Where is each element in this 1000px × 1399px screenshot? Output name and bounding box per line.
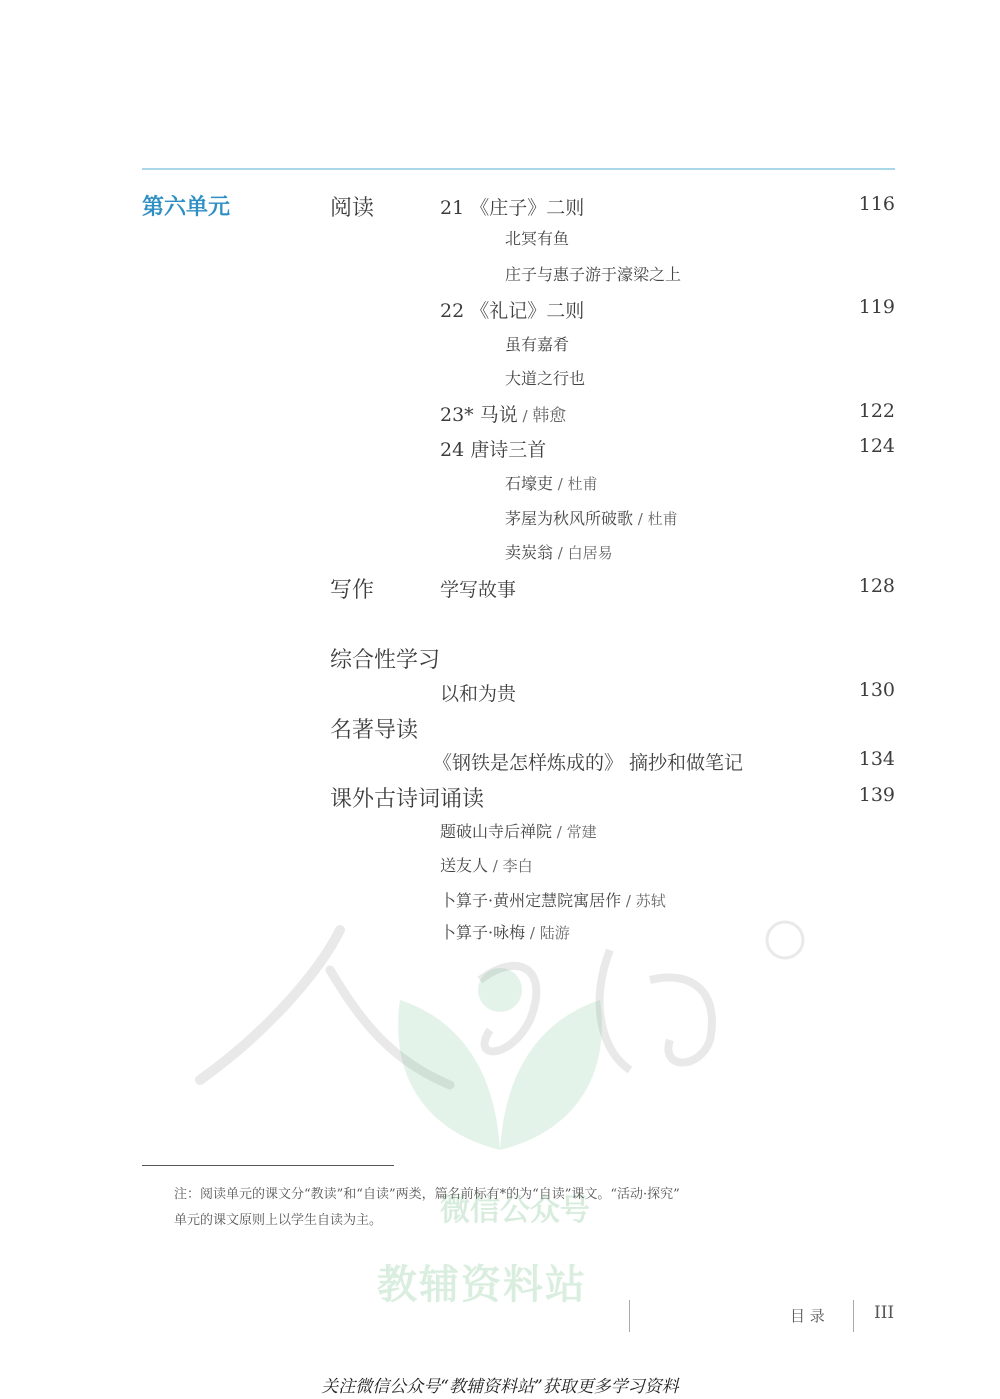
author-name: 常建 <box>566 823 597 841</box>
author-separator: / <box>553 475 568 493</box>
poem-item[interactable] <box>440 819 597 842</box>
wechat-watermark: 微信公众号 <box>440 1193 590 1228</box>
footer-section: 目 录 <box>790 1307 825 1325</box>
author-separator: / <box>488 857 503 875</box>
poem-title: 卖炭翁 <box>505 543 554 562</box>
lesson-title[interactable]: 21 《庄子》二则 <box>440 197 585 219</box>
author-separator: / <box>552 823 567 841</box>
author-name: 陆游 <box>539 924 570 942</box>
poem-title: 送友人 <box>440 856 489 875</box>
poem-item[interactable] <box>440 920 570 943</box>
poem-title: 题破山寺后禅院 <box>440 822 553 841</box>
poem-item[interactable] <box>505 471 598 494</box>
page-number: 116 <box>858 193 895 215</box>
poem-item[interactable] <box>505 540 613 563</box>
sub-item[interactable]: 庄子与惠子游于濠梁之上 <box>505 265 682 284</box>
page-number: 124 <box>858 435 895 457</box>
poem-item[interactable] <box>440 853 533 876</box>
page-number: 139 <box>858 784 895 806</box>
author-separator: / <box>633 510 648 528</box>
site-watermark: 教辅资料站 <box>377 1262 587 1308</box>
page-number: 119 <box>858 296 895 318</box>
classics-title[interactable]: 《钢铁是怎样炼成的》 摘抄和做笔记 <box>433 752 744 774</box>
lesson-title[interactable]: 24 唐诗三首 <box>440 439 547 461</box>
author-separator: / <box>525 924 540 942</box>
lesson-title-text: 23* 马说 <box>440 404 518 426</box>
author-separator: / <box>517 407 533 425</box>
poem-title: 石壕吏 <box>505 474 554 493</box>
author-name: 白居易 <box>567 544 613 562</box>
author-name: 李白 <box>502 857 533 875</box>
author-separator: / <box>621 892 636 910</box>
sub-item[interactable]: 虽有嘉肴 <box>505 335 570 354</box>
category-reading: 阅读 <box>330 196 375 221</box>
page-number: 122 <box>858 400 895 422</box>
page-number: 130 <box>858 679 895 701</box>
poem-item[interactable] <box>440 888 666 911</box>
category-comprehensive: 综合性学习 <box>330 648 441 673</box>
author-separator: / <box>553 544 568 562</box>
lesson-title[interactable] <box>440 400 566 427</box>
writing-title[interactable]: 学写故事 <box>440 579 517 601</box>
category-writing: 写作 <box>330 578 375 603</box>
author-name: 杜甫 <box>567 475 598 493</box>
comprehensive-title[interactable]: 以和为贵 <box>440 683 517 705</box>
poem-title: 卜算子·黄州定慧院寓居作 <box>440 891 622 910</box>
page-number: 128 <box>858 575 895 597</box>
author-name: 韩愈 <box>532 406 567 426</box>
poem-title: 卜算子·咏梅 <box>440 923 526 942</box>
footer-divider <box>629 1300 630 1332</box>
lesson-title[interactable]: 22 《礼记》二则 <box>440 300 585 322</box>
note-divider <box>142 1165 394 1166</box>
author-name: 杜甫 <box>647 510 678 528</box>
poem-title: 茅屋为秋风所破歌 <box>505 509 634 528</box>
sub-item[interactable]: 大道之行也 <box>505 369 586 388</box>
note-line-2: 单元的课文原则上以学生自读为主。 <box>174 1213 383 1228</box>
top-divider <box>142 168 895 170</box>
category-extra-poems: 课外古诗词诵读 <box>330 787 485 812</box>
bottom-banner: 关注微信公众号“教辅资料站”获取更多学习资料 <box>321 1377 679 1397</box>
author-name: 苏轼 <box>635 892 666 910</box>
unit-title: 第六单元 <box>142 195 231 220</box>
footer-page-number: III <box>874 1303 895 1323</box>
page-number: 134 <box>858 748 895 770</box>
footer-divider <box>853 1300 854 1332</box>
sub-item[interactable]: 北冥有鱼 <box>505 229 570 248</box>
note-line-1: 注：阅读单元的课文分“教读”和“自读”两类，篇名前标有*的为“自读”课文。“活动·探究” <box>174 1187 680 1202</box>
poem-item[interactable] <box>505 506 678 529</box>
category-classics: 名著导读 <box>330 718 419 743</box>
